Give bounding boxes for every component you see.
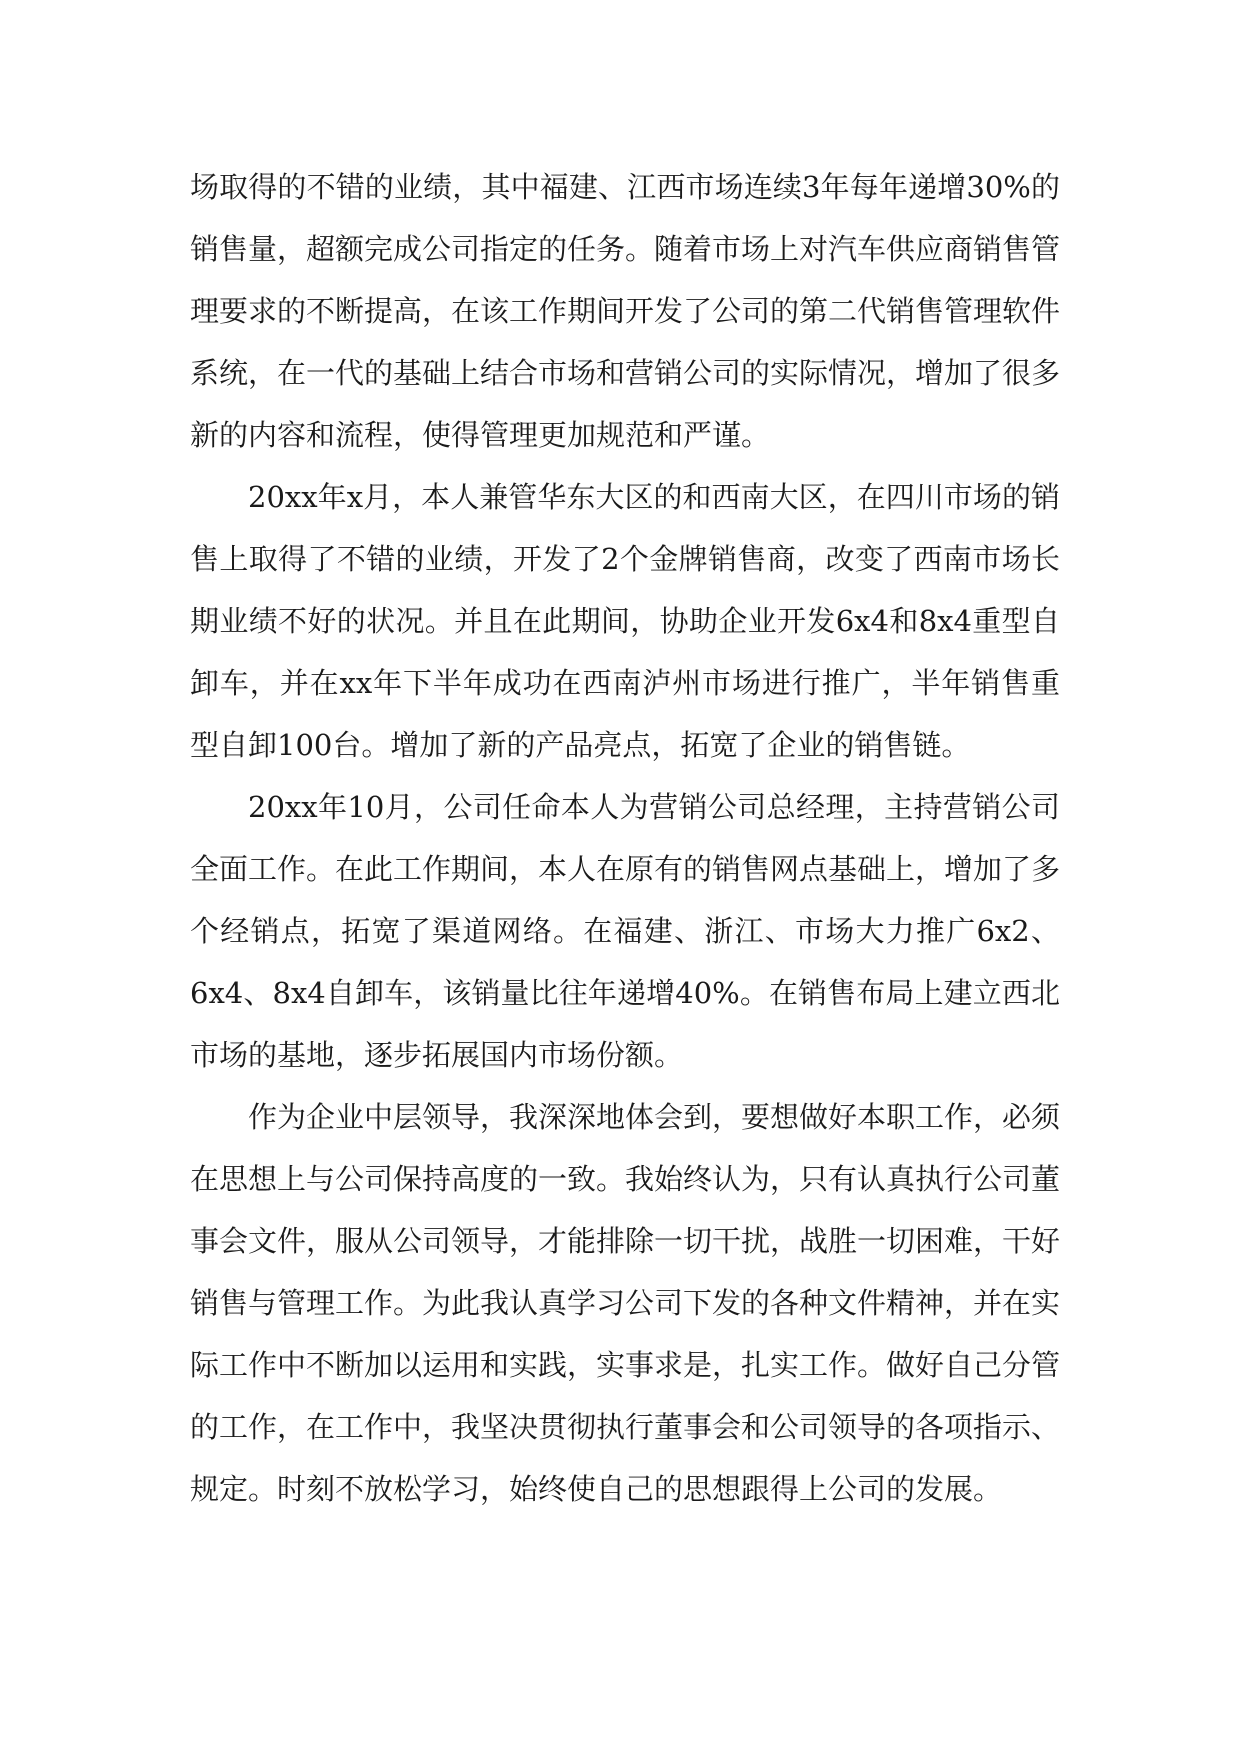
paragraph-2: 20xx年x月，本人兼管华东大区的和西南大区，在四川市场的销售上取得了不错的业绩，开发了2个金牌销售商，改变了西南市场长期业绩不好的状况。并且在此期间，协助企业开发6x4和8x4重型自卸车，并在xx年下半年成功在西南泸州市场进行推广，半年销售重型自卸100台。增加了新的产品亮点，拓宽了企业的销售链。: [190, 480, 1060, 762]
document-body: [190, 156, 1060, 1520]
paragraph-4: 作为企业中层领导，我深深地体会到，要想做好本职工作，必须在思想上与公司保持高度的一致。我始终认为，只有认真执行公司董事会文件，服从公司领导，才能排除一切干扰，战胜一切困难，干好销售与管理工作。为此我认真学习公司下发的各种文件精神，并在实际工作中不断加以运用和实践，实事求是，扎实工作。做好自己分管的工作，在工作中，我坚决贯彻执行董事会和公司领导的各项指示、规定。时刻不放松学习，始终使自己的思想跟得上公司的发展。: [190, 1100, 1061, 1506]
paragraph-3: 20xx年10月，公司任命本人为营销公司总经理，主持营销公司全面工作。在此工作期间，本人在原有的销售网点基础上，增加了多个经销点，拓宽了渠道网络。在福建、浙江、市场大力推广6x2、6x4、8x4自卸车，该销量比往年递增40%。在销售布局上建立西北市场的基地，逐步拓展国内市场份额。: [190, 790, 1061, 1072]
paragraph-1: 场取得的不错的业绩，其中福建、江西市场连续3年每年递增30%的销售量，超额完成公司指定的任务。随着市场上对汽车供应商销售管理要求的不断提高，在该工作期间开发了公司的第二代销售管理软件系统，在一代的基础上结合市场和营销公司的实际情况，增加了很多新的内容和流程，使得管理更加规范和严谨。: [190, 170, 1061, 452]
